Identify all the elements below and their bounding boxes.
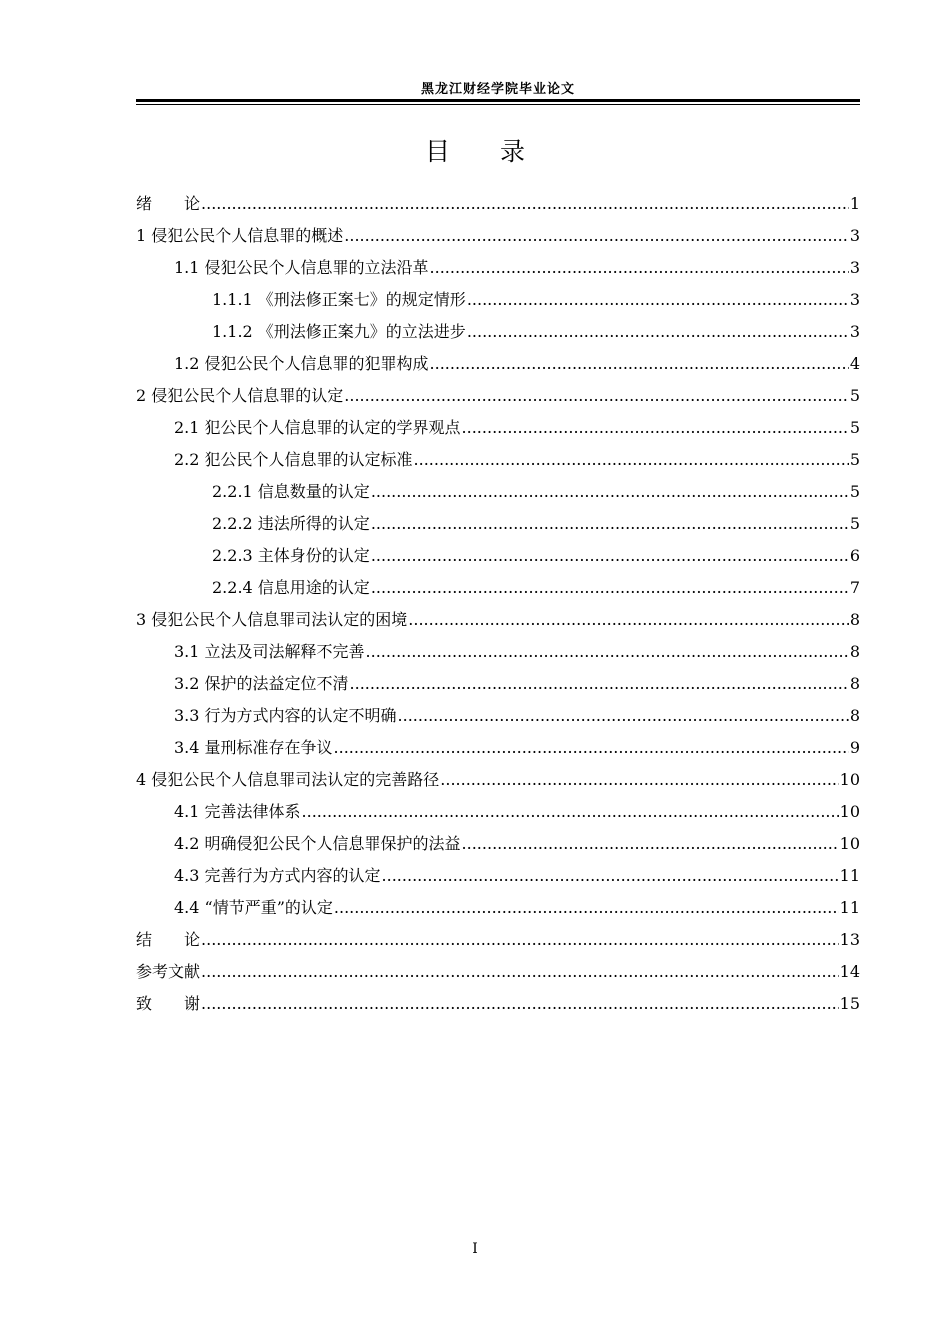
toc-entry-label: 2.1 犯公民个人信息罪的认定的学界观点 (174, 418, 461, 437)
toc-leader-dots (201, 988, 839, 1020)
toc-entry-label: 4.4 “情节严重”的认定 (174, 898, 333, 917)
toc-entry-page: 5 (849, 386, 860, 405)
toc-leader-dots (344, 220, 849, 252)
toc-entry-page: 3 (849, 226, 860, 245)
toc-leader-dots (398, 700, 849, 732)
toc-entry-page: 3 (849, 290, 860, 309)
toc-entry-page: 5 (849, 450, 860, 469)
toc-title: 目 录 (424, 137, 525, 166)
toc-entry-label: 2.2.3 主体身份的认定 (212, 546, 370, 565)
toc-leader-dots (467, 316, 849, 348)
toc-leader-dots (334, 732, 849, 764)
toc-leader-dots (462, 828, 839, 860)
toc-entry-page: 9 (849, 738, 860, 757)
toc-entry[interactable] (136, 604, 860, 636)
toc-entry[interactable] (136, 796, 860, 828)
toc-entry-label: 3.4 量刑标准存在争议 (174, 738, 333, 757)
toc-entry-page: 10 (839, 770, 860, 789)
toc-entry-page: 11 (839, 898, 860, 917)
toc-entry[interactable] (136, 828, 860, 860)
toc-leader-dots (344, 380, 849, 412)
toc-entry-label: 3 侵犯公民个人信息罪司法认定的困境 (136, 610, 408, 629)
toc-entry-label: 致 谢 (136, 994, 201, 1013)
running-header: 黑龙江财经学院毕业论文 (420, 82, 575, 97)
toc-entry-label: 1.1.2 《刑法修正案九》的立法进步 (212, 322, 466, 341)
toc-entry-page: 15 (839, 994, 860, 1013)
toc-entry[interactable] (136, 988, 860, 1020)
toc-leader-dots (414, 444, 849, 476)
toc-entry-page: 5 (849, 418, 860, 437)
toc-leader-dots (467, 284, 849, 316)
toc-entry-page: 7 (849, 578, 860, 597)
toc-entry-page: 5 (849, 482, 860, 501)
toc-entry-label: 3.1 立法及司法解释不完善 (174, 642, 365, 661)
toc-entry-page: 10 (839, 802, 860, 821)
toc-entry-page: 8 (849, 610, 860, 629)
toc-entry-page: 13 (839, 930, 860, 949)
toc-entry-label: 1.1.1 《刑法修正案七》的规定情形 (212, 290, 466, 309)
toc-entry[interactable] (136, 892, 860, 924)
toc-entry-label: 2.2 犯公民个人信息罪的认定标准 (174, 450, 413, 469)
toc-entry[interactable] (136, 348, 860, 380)
toc-entry-label: 绪 论 (136, 194, 201, 213)
toc-entry-label: 2.2.2 违法所得的认定 (212, 514, 370, 533)
toc-entry-page: 3 (849, 322, 860, 341)
toc-leader-dots (371, 476, 849, 508)
toc-entry-page: 6 (849, 546, 860, 565)
header-rule-thin (136, 104, 860, 105)
toc-leader-dots (334, 892, 839, 924)
toc-entry[interactable] (136, 252, 860, 284)
toc-entry[interactable] (136, 700, 860, 732)
toc-entry-label: 2.2.1 信息数量的认定 (212, 482, 370, 501)
toc-entry[interactable] (136, 956, 860, 988)
toc-entry-page: 8 (849, 642, 860, 661)
toc-entry[interactable] (136, 380, 860, 412)
toc-leader-dots (382, 860, 839, 892)
toc-entry[interactable] (136, 732, 860, 764)
toc-entry-page: 14 (839, 962, 860, 981)
toc-entry[interactable] (136, 636, 860, 668)
toc-entry-label: 参考文献 (136, 962, 201, 981)
toc-entry-label: 结 论 (136, 930, 201, 949)
header-rule-thick (136, 99, 860, 102)
toc-entry-label: 3.3 行为方式内容的认定不明确 (174, 706, 397, 725)
toc-entry[interactable] (136, 412, 860, 444)
toc-entry[interactable] (136, 444, 860, 476)
toc-entry-label: 1 侵犯公民个人信息罪的概述 (136, 226, 344, 245)
toc-entry[interactable] (136, 188, 860, 220)
toc-entry-label: 2.2.4 信息用途的认定 (212, 578, 370, 597)
toc-entry-page: 4 (849, 354, 860, 373)
toc-entry[interactable] (136, 508, 860, 540)
toc-entry-page: 11 (839, 866, 860, 885)
toc-entry-page: 8 (849, 674, 860, 693)
toc-leader-dots (440, 764, 838, 796)
toc-leader-dots (371, 572, 849, 604)
toc-entry-label: 4.1 完善法律体系 (174, 802, 301, 821)
toc-entry-label: 4 侵犯公民个人信息罪司法认定的完善路径 (136, 770, 440, 789)
toc-entry-label: 2 侵犯公民个人信息罪的认定 (136, 386, 344, 405)
toc-leader-dots (201, 956, 839, 988)
toc-leader-dots (350, 668, 849, 700)
toc-leader-dots (366, 636, 849, 668)
toc-entry-page: 1 (849, 194, 860, 213)
toc-entry-page: 10 (839, 834, 860, 853)
toc-leader-dots (430, 348, 849, 380)
toc-entry[interactable] (136, 668, 860, 700)
toc-leader-dots (430, 252, 849, 284)
toc-leader-dots (201, 924, 839, 956)
page-number: I (472, 1241, 478, 1257)
toc-entry[interactable] (136, 316, 860, 348)
toc-leader-dots (201, 188, 849, 220)
toc-entry-page: 3 (849, 258, 860, 277)
table-of-contents (136, 188, 860, 1020)
toc-entry[interactable] (136, 284, 860, 316)
toc-entry[interactable] (136, 764, 860, 796)
toc-entry-page: 5 (849, 514, 860, 533)
toc-entry[interactable] (136, 220, 860, 252)
toc-leader-dots (371, 540, 849, 572)
toc-entry-label: 1.2 侵犯公民个人信息罪的犯罪构成 (174, 354, 429, 373)
toc-entry[interactable] (136, 860, 860, 892)
toc-entry[interactable] (136, 924, 860, 956)
toc-entry[interactable] (136, 476, 860, 508)
toc-entry-label: 4.3 完善行为方式内容的认定 (174, 866, 381, 885)
toc-entry[interactable] (136, 572, 860, 604)
toc-entry-label: 4.2 明确侵犯公民个人信息罪保护的法益 (174, 834, 461, 853)
toc-entry-label: 3.2 保护的法益定位不清 (174, 674, 349, 693)
toc-leader-dots (408, 604, 849, 636)
toc-leader-dots (462, 412, 849, 444)
toc-entry-page: 8 (849, 706, 860, 725)
toc-entry[interactable] (136, 540, 860, 572)
toc-entry-label: 1.1 侵犯公民个人信息罪的立法沿革 (174, 258, 429, 277)
toc-leader-dots (302, 796, 839, 828)
toc-leader-dots (371, 508, 849, 540)
